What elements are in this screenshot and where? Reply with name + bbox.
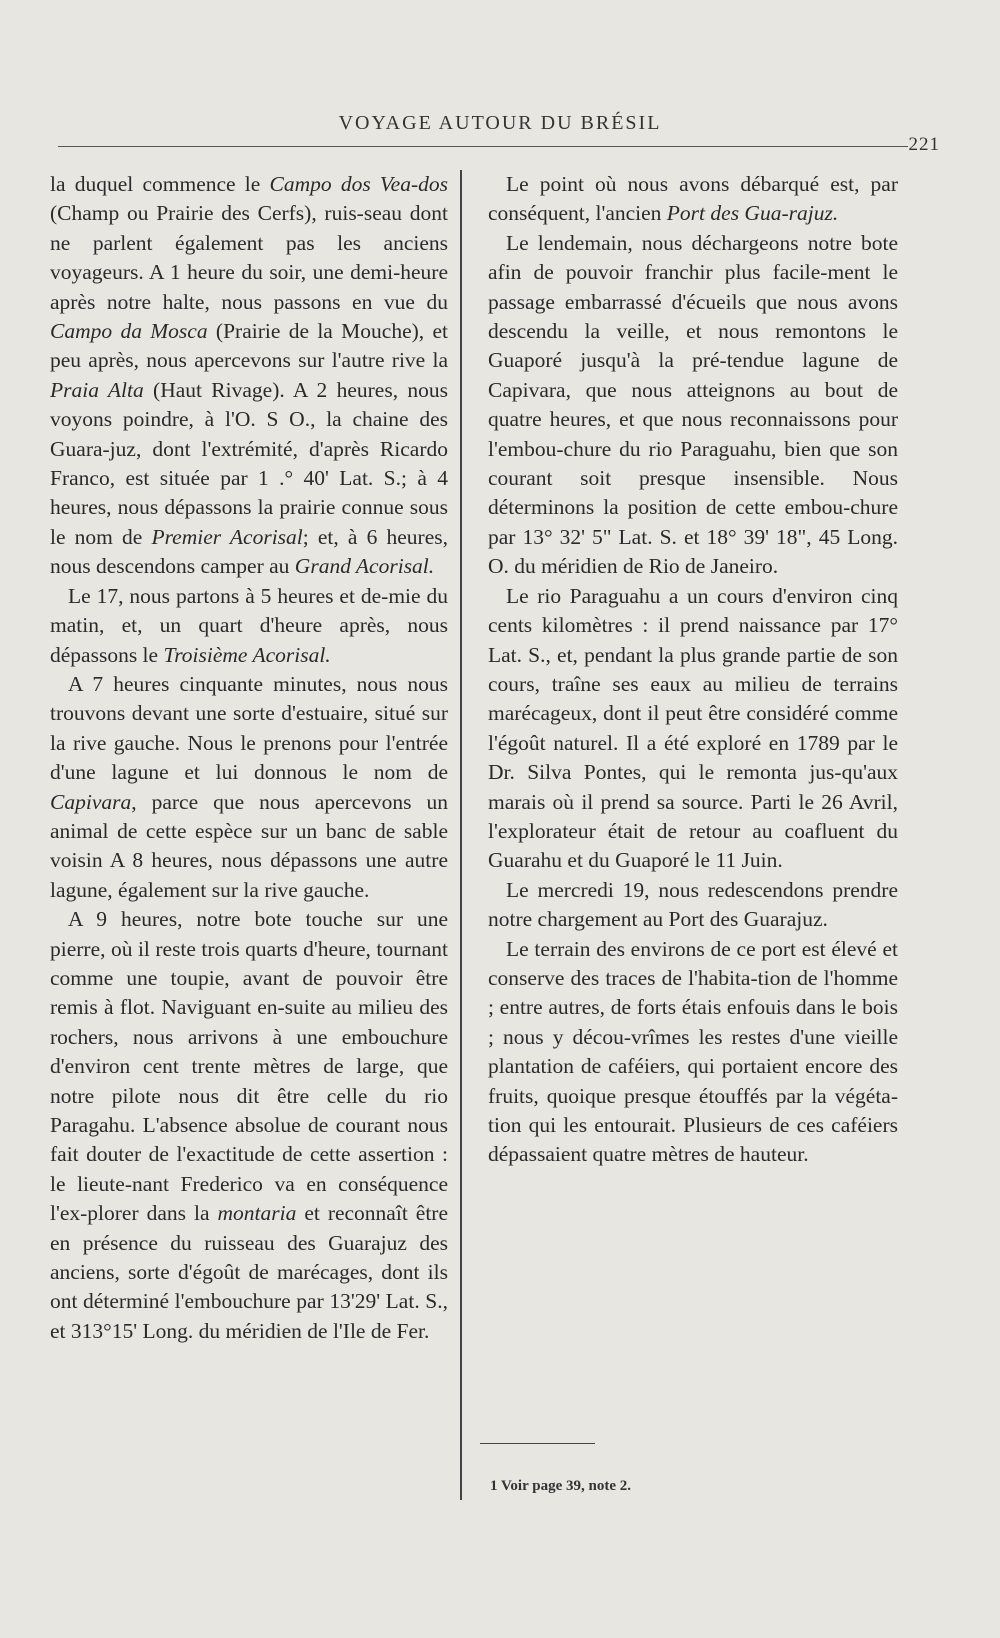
- paragraph: A 9 heures, notre bote touche sur une pierre, où il reste trois quarts d'heure, tournant comme une toupie, avant de pouvoir être remis à flot. Naviguant en-suite au milieu des rochers, nous arrivons à une embouchure d'environ cent trente mètres de large, que notre pilote nous dit être celle du rio Paragahu. L'absence absolue de courant nous fait douter de l'exactitude de cette assertion : le lieute-nant Frederico va en conséquence l'ex-plorer dans la montaria et reconnaît être en présence du ruisseau des Guarajuz des anciens, sorte d'égoût de marécages, dont ils ont déterminé l'embouchure par 13'29' Lat. S., et 313°15' Long. du méridien de l'Ile de Fer.: [50, 907, 448, 1343]
- paragraph: Le terrain des environs de ce port est élevé et conserve des traces de l'habita-tion de l'homme ; entre autres, de forts étais enfouis dans le bois ; nous y décou-vrîmes les restes d'une vieille plantation de caféiers, qui portaient encore des fruits, quoique presque étouffés par la végéta-tion qui les entourait. Plusieurs de ces caféiers dépassaient quatre mètres de hauteur.: [488, 936, 898, 1167]
- left-column: [50, 170, 448, 1346]
- header-rule: [58, 146, 908, 147]
- paragraph: la duquel commence le Campo dos Vea-dos (Champ ou Prairie des Cerfs), ruis-seau dont ne parlent également pas les anciens voyageurs. A 1 heure du soir, une demi-heure après notre halte, nous passons en vue du Campo da Mosca (Prairie de la Mouche), et peu après, nous apercevons sur l'autre rive la Praia Alta (Haut Rivage). A 2 heures, nous voyons poindre, à l'O. S O., la chaine des Guara-juz, dont l'extrémité, d'après Ricardo Franco, est située par 1 .° 40' Lat. S.; à 4 heures, nous dépassons la prairie connue sous le nom de Premier Acorisal; et, à 6 heures, nous descendons camper au Grand Acorisal.: [50, 172, 449, 579]
- paragraph: Le 17, nous partons à 5 heures et de-mie du matin, et, un quart d'heure après, nous dépassons le Troisième Acorisal.: [50, 583, 448, 667]
- footnote-rule: [480, 1443, 595, 1444]
- page-number: 221: [908, 134, 940, 155]
- right-column: [488, 170, 898, 1170]
- paragraph: A 7 heures cinquante minutes, nous nous trouvons devant une sorte d'estuaire, situé sur la rive gauche. Nous le prenons pour l'entrée d'une lagune et lui donnous le nom de Capivara, parce que nous apercevons un animal de cette espèce sur un banc de sable voisin A 8 heures, nous dépassons une autre lagune, également sur la rive gauche.: [50, 671, 448, 902]
- paragraph: Le point où nous avons débarqué est, par conséquent, l'ancien Port des Gua-rajuz.: [488, 172, 898, 226]
- paragraph: Le mercredi 19, nous redescendons prendre notre chargement au Port des Guarajuz.: [488, 877, 898, 932]
- paragraph: Le rio Paraguahu a un cours d'environ cinq cents kilomètres : il prend naissance par 17° Lat. S., et, pendant la plus grande partie de son cours, traîne ses eaux au milieu de terrains marécageux, dont il peut être considéré comme l'égoût naturel. Il a été exploré en 1789 par le Dr. Silva Pontes, qui le remonta jus-qu'aux marais où il prend sa source. Parti le 26 Avril, l'explorateur était de retour au coafluent du Guarahu et du Guaporé le 11 Juin.: [488, 583, 898, 873]
- column-divider: [460, 170, 462, 1500]
- footnote: 1 Voir page 39, note 2.: [490, 1478, 631, 1494]
- paragraph: Le lendemain, nous déchargeons notre bote afin de pouvoir franchir plus facile-ment le passage embarrassé d'écueils que nous avons descendu la veille, et nous remontons le Guaporé jusqu'à la pré-tendue lagune de Capivara, que nous atteignons au bout de quatre heures, et que nous reconnaissons pour l'embou-chure du rio Paraguahu, bien que son courant soit presque insensible. Nous déterminons la position de cette embou-chure par 13° 32' 5" Lat. S. et 18° 39' 18", 45 Long. O. du méridien de Rio de Janeiro.: [488, 230, 898, 579]
- running-title: VOYAGE AUTOUR DU BRÉSIL: [338, 112, 662, 134]
